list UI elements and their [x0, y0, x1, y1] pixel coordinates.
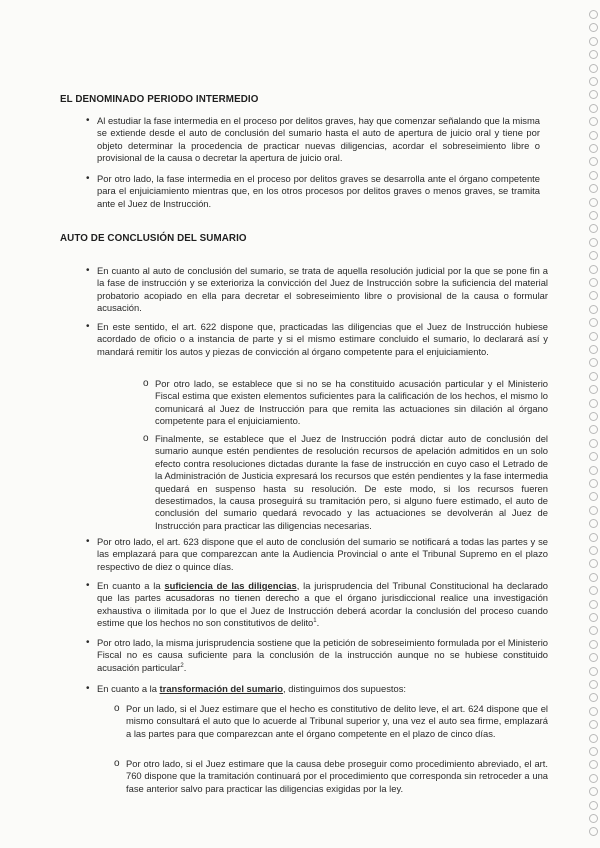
binder-ring [589, 305, 598, 314]
binder-ring [589, 90, 598, 99]
binder-ring [589, 37, 598, 46]
binder-ring [589, 693, 598, 702]
footnote-ref: 1 [313, 618, 317, 625]
sub-bullet-marker: o [143, 378, 149, 389]
binder-ring [589, 77, 598, 86]
binder-ring [589, 184, 598, 193]
section-title-auto-conclusion: AUTO DE CONCLUSIÓN DEL SUMARIO [60, 233, 247, 244]
paragraph-suficiencia-diligencias [97, 580, 548, 630]
binder-ring [589, 10, 598, 19]
paragraph-art-623: Por otro lado, el art. 623 dispone que el auto de conclusión del sumario se notificará a todas las partes y se las emplazará para que comparezcan ante la Audiencia Provincial o ante el Tribunal Supremo en el plazo respectivo de diez o quince días. [97, 536, 548, 572]
binder-ring [589, 573, 598, 582]
bullet-marker: • [86, 637, 90, 648]
paragraph-fase-intermedia: Al estudiar la fase intermedia en el proceso por delitos graves, hay que comenzar señalando que la misma se extiende desde el auto de conclusión del sumario hasta el auto de apertura de juicio oral y tiene por objeto determinar la procedencia de practicar nuevas diligencias, acordar el sobreseimiento libre o provisional de la causa o decretar la apertura de juicio oral. [97, 115, 540, 164]
binder-ring [589, 211, 598, 220]
binder-ring [589, 291, 598, 300]
underlined-term: transformación del sumario [159, 683, 284, 694]
binder-ring [589, 600, 598, 609]
text-segment: En cuanto a la [97, 683, 160, 694]
subparagraph-procedimiento-abreviado: Por otro lado, si el Juez estimare que la causa debe proseguir como procedimiento abreviado, el art. 760 dispone que la tramitación continuará por el procedimiento que corresponda sin retroceder a una fase anterior salvo para practicar las diligencias exigidas por la ley. [126, 758, 548, 794]
binder-ring [589, 479, 598, 488]
text-segment: En cuanto a la [97, 580, 165, 591]
binder-ring [589, 760, 598, 769]
binder-ring [589, 332, 598, 341]
binder-ring [589, 198, 598, 207]
binder-ring [589, 144, 598, 153]
binder-ring [589, 827, 598, 836]
text-segment: . [316, 617, 320, 629]
subparagraph-delito-leve: Por un lado, si el Juez estimare que el hecho es constitutivo de delito leve, el art. 624 dispone que el mismo consultará el auto que lo acuerde al Tribunal superior y, una vez el auto sea firme, emplazará a las partes para que comparezcan ante el órgano competente en el plazo de cinco días. [126, 703, 548, 739]
binder-ring [589, 157, 598, 166]
binder-ring [589, 613, 598, 622]
binder-ring [589, 586, 598, 595]
bullet-marker: • [86, 265, 90, 276]
underlined-term: suficiencia de las diligencias [164, 580, 297, 591]
binder-ring [589, 801, 598, 810]
binder-ring [589, 720, 598, 729]
text-segment: Por otro lado, la misma jurisprudencia sostiene que la petición de sobreseimiento formulada por el Ministerio Fiscal no es causa suficiente para la conclusión de la instrucción aunque no se hubiese constituido acusación particular [97, 637, 548, 673]
binder-ring [589, 412, 598, 421]
sub-bullet-marker: o [114, 758, 120, 769]
binder-ring [589, 774, 598, 783]
binder-rings [586, 10, 598, 840]
binder-ring [589, 653, 598, 662]
footnote-ref: 2 [180, 662, 184, 669]
binder-ring [589, 626, 598, 635]
paragraph-peticion-sobreseimiento [97, 637, 548, 674]
bullet-marker: • [86, 321, 90, 332]
binder-ring [589, 318, 598, 327]
binder-ring [589, 546, 598, 555]
binder-ring [589, 399, 598, 408]
binder-ring [589, 251, 598, 260]
binder-ring [589, 358, 598, 367]
binder-ring [589, 278, 598, 287]
paragraph-organo-competente: Por otro lado, la fase intermedia en el proceso por delitos graves se desarrolla ante el órgano competente para el enjuiciamiento mientras que, en los otros procesos por delitos graves o menos graves, se tramita ante el Juez de Instrucción. [97, 173, 540, 209]
binder-ring [589, 519, 598, 528]
sub-bullet-marker: o [143, 433, 149, 444]
binder-ring [589, 372, 598, 381]
binder-ring [589, 787, 598, 796]
binder-ring [589, 707, 598, 716]
subparagraph-recursos-pendientes: Finalmente, se establece que el Juez de Instrucción podrá dictar auto de conclusión del sumario aunque estén pendientes de resolución recursos de apelación admitidos en un solo efecto contra resoluciones dictadas durante la fase de instrucción en cuyo caso el Letrado de la Administración de Justicia expresará los recursos que estén pendientes y la fase intermedia quedará en suspenso hasta su resolución. De este modo, si los recursos fueren desestimados, la causa proseguirá su tramitación pero, si alguno fuere estimado, el auto de conclusión del sumario quedará revocado y las actuaciones se devolverán al Juez de Instrucción para practicar las diligencias necesarias. [155, 433, 548, 531]
binder-ring [589, 64, 598, 73]
binder-ring [589, 23, 598, 32]
binder-ring [589, 734, 598, 743]
binder-ring [589, 131, 598, 140]
binder-ring [589, 224, 598, 233]
binder-ring [589, 171, 598, 180]
binder-ring [589, 680, 598, 689]
bullet-marker: • [86, 580, 90, 591]
binder-ring [589, 385, 598, 394]
bullet-marker: • [86, 115, 90, 126]
binder-ring [589, 117, 598, 126]
paragraph-art-622: En este sentido, el art. 622 dispone que, practicadas las diligencias que el Juez de Instrucción hubiese acordado de oficio o a instancia de parte y si el mismo estimare concluido el sumario, lo declarará así y mandará remitir los autos y piezas de convicción al órgano competente para el enjuiciamiento. [97, 321, 548, 357]
binder-ring [589, 640, 598, 649]
paragraph-transformacion-sumario [97, 683, 548, 695]
binder-ring [589, 814, 598, 823]
binder-ring [589, 559, 598, 568]
text-segment: , distinguimos dos supuestos: [283, 683, 406, 694]
binder-ring [589, 238, 598, 247]
binder-ring [589, 50, 598, 59]
binder-ring [589, 265, 598, 274]
binder-ring [589, 747, 598, 756]
binder-ring [589, 492, 598, 501]
text-segment: , la jurisprudencia del Tribunal Constitucional ha declarado que las partes acusadoras no tienen derecho a que el órgano jurisdiccional realice una investigación exhaustiva o ilimitada por lo que el Juez de Instrucción deberá acordar la conclusión del proceso cuando estime que los hechos no son constitutivos de delito [97, 580, 549, 629]
bullet-marker: • [86, 173, 90, 184]
binder-ring [589, 439, 598, 448]
binder-ring [589, 425, 598, 434]
binder-ring [589, 104, 598, 113]
bullet-marker: • [86, 536, 90, 547]
section-title-periodo-intermedio: EL DENOMINADO PERIODO INTERMEDIO [60, 94, 259, 105]
paragraph-auto-conclusion: En cuanto al auto de conclusión del sumario, se trata de aquella resolución judicial por la que se pone fin a la fase de instrucción y se exterioriza la convicción del Juez de Instrucción sobre la suficiencia del material probatorio acopiado en ella para decretar el sobreseimiento libre o provisional de la causa o formular acusación. [97, 265, 548, 314]
binder-ring [589, 533, 598, 542]
binder-ring [589, 506, 598, 515]
sub-bullet-marker: o [114, 703, 120, 714]
binder-ring [589, 667, 598, 676]
subparagraph-ministerio-fiscal: Por otro lado, se establece que si no se ha constituido acusación particular y el Ministerio Fiscal estima que existen elementos suficientes para la calificación de los hechos, el mismo lo comunicará al Juez de Instrucción para que remita las actuaciones sin dilación al órgano competente para el enjuiciamiento. [155, 378, 548, 427]
bullet-marker: • [86, 683, 90, 694]
binder-ring [589, 466, 598, 475]
binder-ring [589, 345, 598, 354]
binder-ring [589, 452, 598, 461]
text-segment: . [183, 661, 187, 673]
